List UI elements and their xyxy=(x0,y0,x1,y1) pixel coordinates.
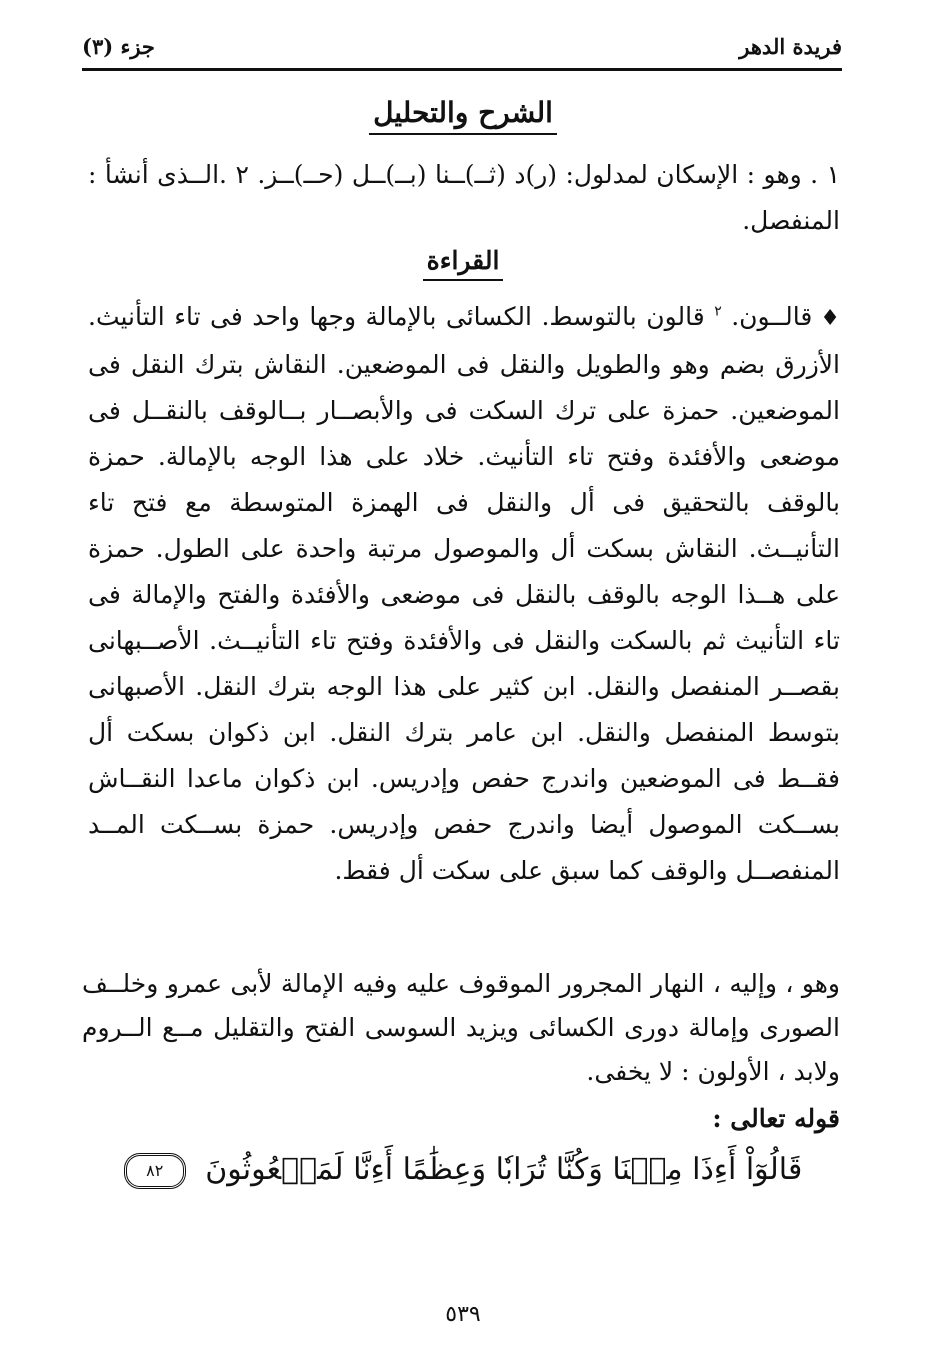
header-divider xyxy=(82,68,842,71)
book-title: فريدة الدهر xyxy=(739,34,842,59)
reading-paragraph xyxy=(88,294,840,894)
commentary-paragraph: وهو ، وإليه ، النهار المجرور الموقوف عليه وفيه الإمالة لأبى عمرو وخلــف الصورى وإمالة دورى الكسائى ويزيد السوسى الفتح والتقليل مــع الــروم ولابد ، الأولون : لا يخفى. xyxy=(82,969,840,1086)
page-header xyxy=(82,30,842,66)
ayah-number-marker: ٨٢ xyxy=(124,1153,186,1189)
footnote-marker: ٢ xyxy=(714,303,722,320)
bullet-diamond-icon: ♦ xyxy=(820,306,841,331)
verse-text: قَالُوٓاْ أَءِذَا مِتۡنَا وَكُنَّا تُرَابٗا وَعِظَٰمًا أَءِنَّا لَمَبۡعُوثُونَ xyxy=(205,1152,803,1187)
reading-text: قالون بالتوسط. الكسائى بالإمالة وجها واحد فى تاء التأنيث. الأزرق بضم وهو والطويل والنقل فى الموضعين. النقاش بترك النقل فى الموضعين. حمزة على ترك السكت فى والأبصــار بــالوقف بالنقــل فى موضعى والأفئدة وفتح تاء التأنيث. خلاد على هذا الوجه بالإمالة. حمزة بالوقف بالتحقيق فى أل والنقل فى الهمزة المتوسطة مع فتح تاء التأنيــث. النقاش بسكت أل والموصول مرتبة واحدة على الطول. حمزة على هــذا الوجه بالوقف بالنقل فى موضعى والأفئدة والفتح والإمالة فى تاء التأنيث ثم بالسكت والنقل فى والأفئدة وفتح تاء التأنيــث. الأصــبهانى بقصــر المنفصل والنقل. ابن كثير على هذا الوجه بترك النقل. الأصبهانى بتوسط المنفصل والنقل. ابن عامر بترك النقل. ابن ذكوان بسكت أل فقــط فى الموضعين واندرج حفص وإدريس. ابن ذكوان ماعدا النقــاش بســكت الموصول أيضا واندرج حفص وإدريس. حمزة بســكت المــد المنفصــل والوقف كما سبق على سكت أل فقط. xyxy=(88,302,840,885)
footnote-paragraph: ١ . وهو : الإسكان لمدلول: (ر)د (ثــ)ــنا (بــ)ــل (حــ)ــز. ٢ .الــذى أنشأ : المنفصل. xyxy=(88,160,840,235)
reading-line-start: قالــون. xyxy=(731,302,813,331)
qawl-label: قوله تعالى : xyxy=(712,1104,840,1133)
reading-title xyxy=(0,246,926,281)
reading-title-text: القراءة xyxy=(423,246,504,281)
page-number: ٥٣٩ xyxy=(445,1302,481,1327)
quran-verse xyxy=(0,1152,926,1189)
section-title-text: الشرح والتحليل xyxy=(369,96,557,135)
part-label: جزء (٣) xyxy=(82,34,155,59)
section-title xyxy=(0,96,926,135)
